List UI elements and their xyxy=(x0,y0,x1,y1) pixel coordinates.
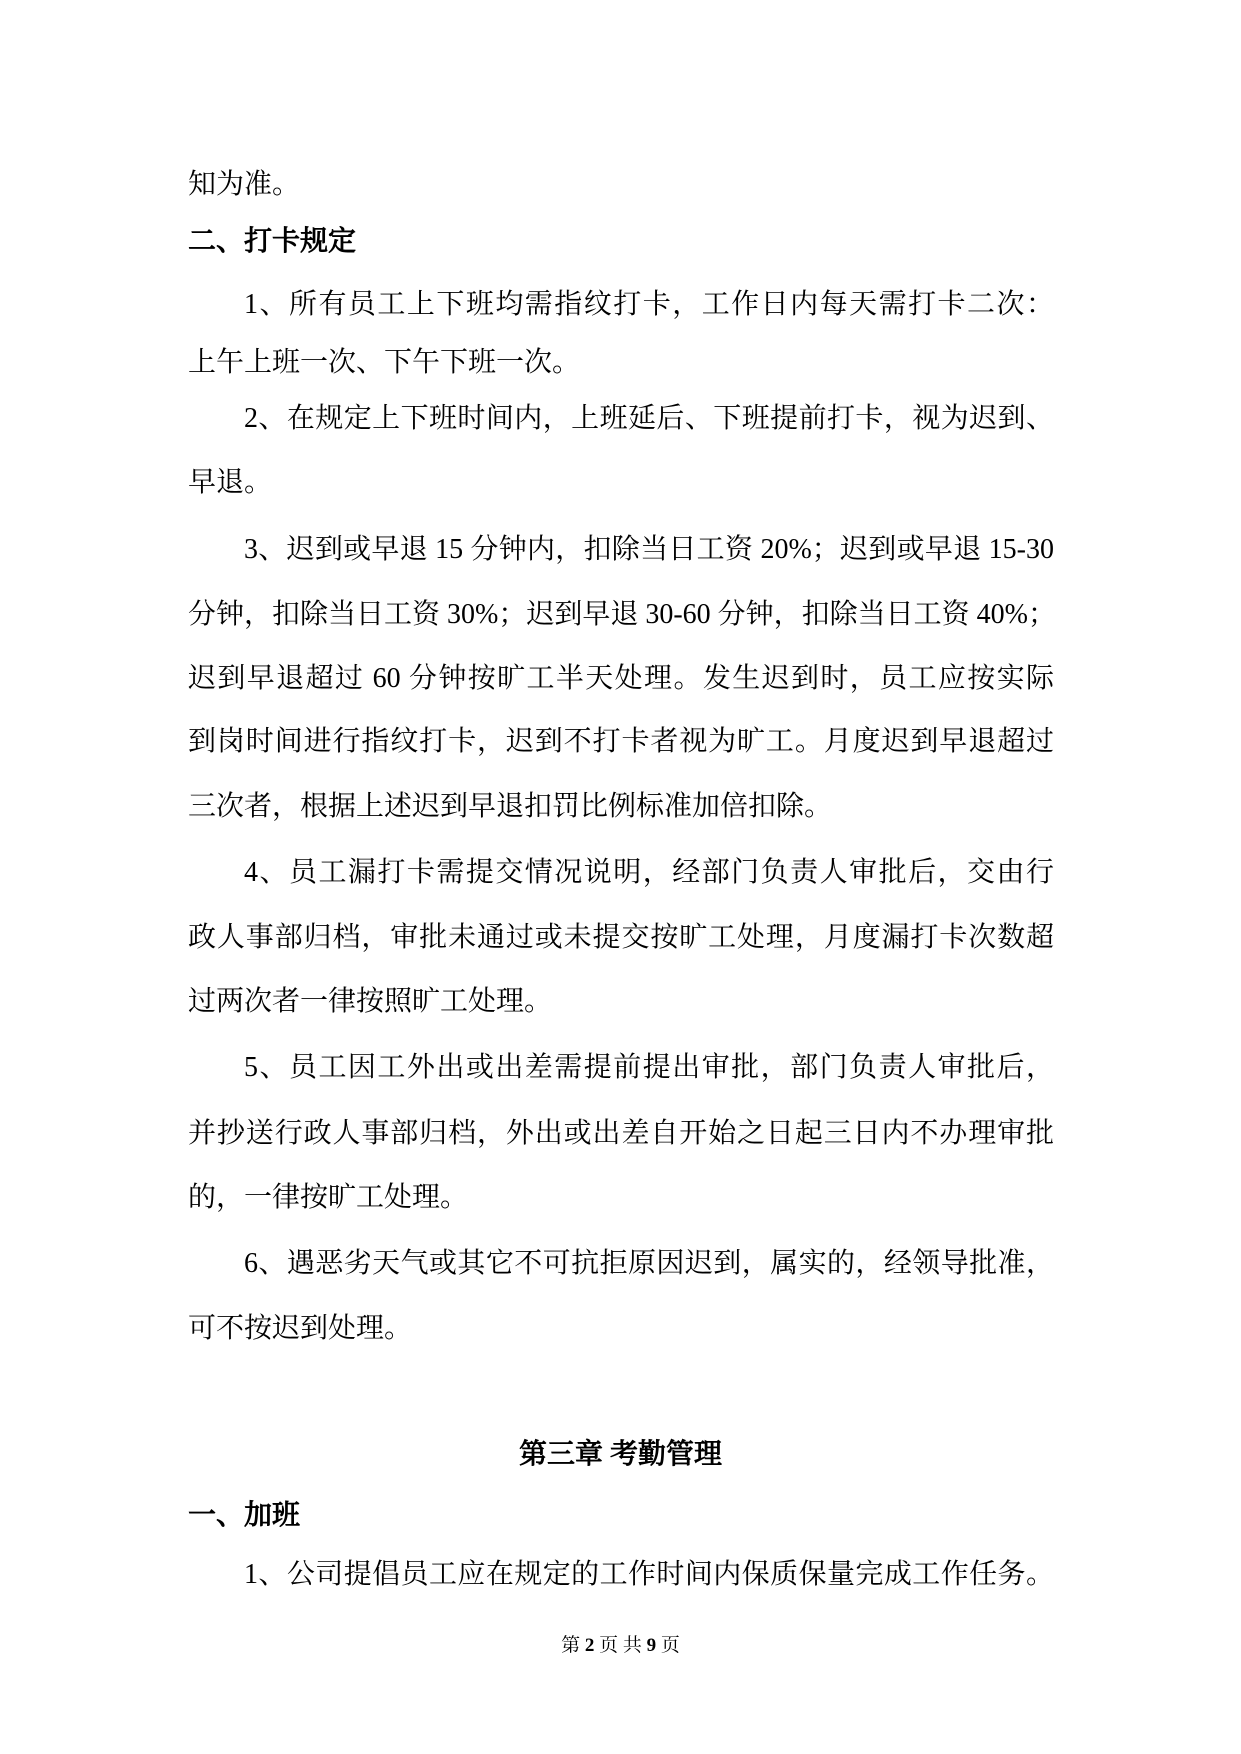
paragraph-line: 政人事部归档，审批未通过或未提交按旷工处理，月度漏打卡次数超 xyxy=(188,922,1054,953)
footer-suffix: 页 xyxy=(656,1635,680,1656)
paragraph-line: 3、迟到或早退 15 分钟内，扣除当日工资 20%；迟到或早退 15-30 xyxy=(244,534,1054,565)
paragraph-line: 早退。 xyxy=(188,467,273,498)
paragraph-line: 过两次者一律按照旷工处理。 xyxy=(188,986,553,1017)
chapter-title: 第三章 考勤管理 xyxy=(518,1439,722,1470)
paragraph-line: 4、员工漏打卡需提交情况说明，经部门负责人审批后，交由行 xyxy=(244,857,1054,888)
page-total: 9 xyxy=(646,1635,657,1656)
paragraph-line: 5、员工因工外出或出差需提前提出审批，部门负责人审批后， xyxy=(244,1052,1054,1083)
section-heading-overtime: 一、加班 xyxy=(188,1500,301,1531)
paragraph-line: 迟到早退超过 60 分钟按旷工半天处理。发生迟到时，员工应按实际 xyxy=(188,663,1054,694)
paragraph-continuation-line: 知为准。 xyxy=(188,169,301,200)
paragraph-line: 6、遇恶劣天气或其它不可抗拒原因迟到，属实的，经领导批准， xyxy=(244,1248,1054,1279)
paragraph-line: 三次者，根据上述迟到早退扣罚比例标准加倍扣除。 xyxy=(188,791,833,822)
paragraph-line: 1、所有员工上下班均需指纹打卡，工作日内每天需打卡二次： xyxy=(244,289,1054,320)
paragraph-line: 1、公司提倡员工应在规定的工作时间内保质保量完成工作任务。 xyxy=(244,1559,1054,1590)
section-heading-punch-rules: 二、打卡规定 xyxy=(188,226,357,257)
paragraph-line: 到岗时间进行指纹打卡，迟到不打卡者视为旷工。月度迟到早退超过 xyxy=(188,726,1054,757)
paragraph-line: 并抄送行政人事部归档，外出或出差自开始之日起三日内不办理审批 xyxy=(188,1118,1054,1149)
paragraph-line: 分钟，扣除当日工资 30%；迟到早退 30-60 分钟，扣除当日工资 40%； xyxy=(188,599,1056,630)
page-footer xyxy=(0,1634,1241,1658)
footer-prefix: 第 xyxy=(561,1635,585,1656)
page-number: 2 xyxy=(584,1635,595,1656)
footer-middle: 页 共 xyxy=(594,1635,647,1656)
paragraph-line: 可不按迟到处理。 xyxy=(188,1313,413,1344)
paragraph-line: 2、在规定上下班时间内，上班延后、下班提前打卡，视为迟到、 xyxy=(244,403,1054,434)
paragraph-line: 的，一律按旷工处理。 xyxy=(188,1182,469,1213)
paragraph-line: 上午上班一次、下午下班一次。 xyxy=(188,347,581,378)
